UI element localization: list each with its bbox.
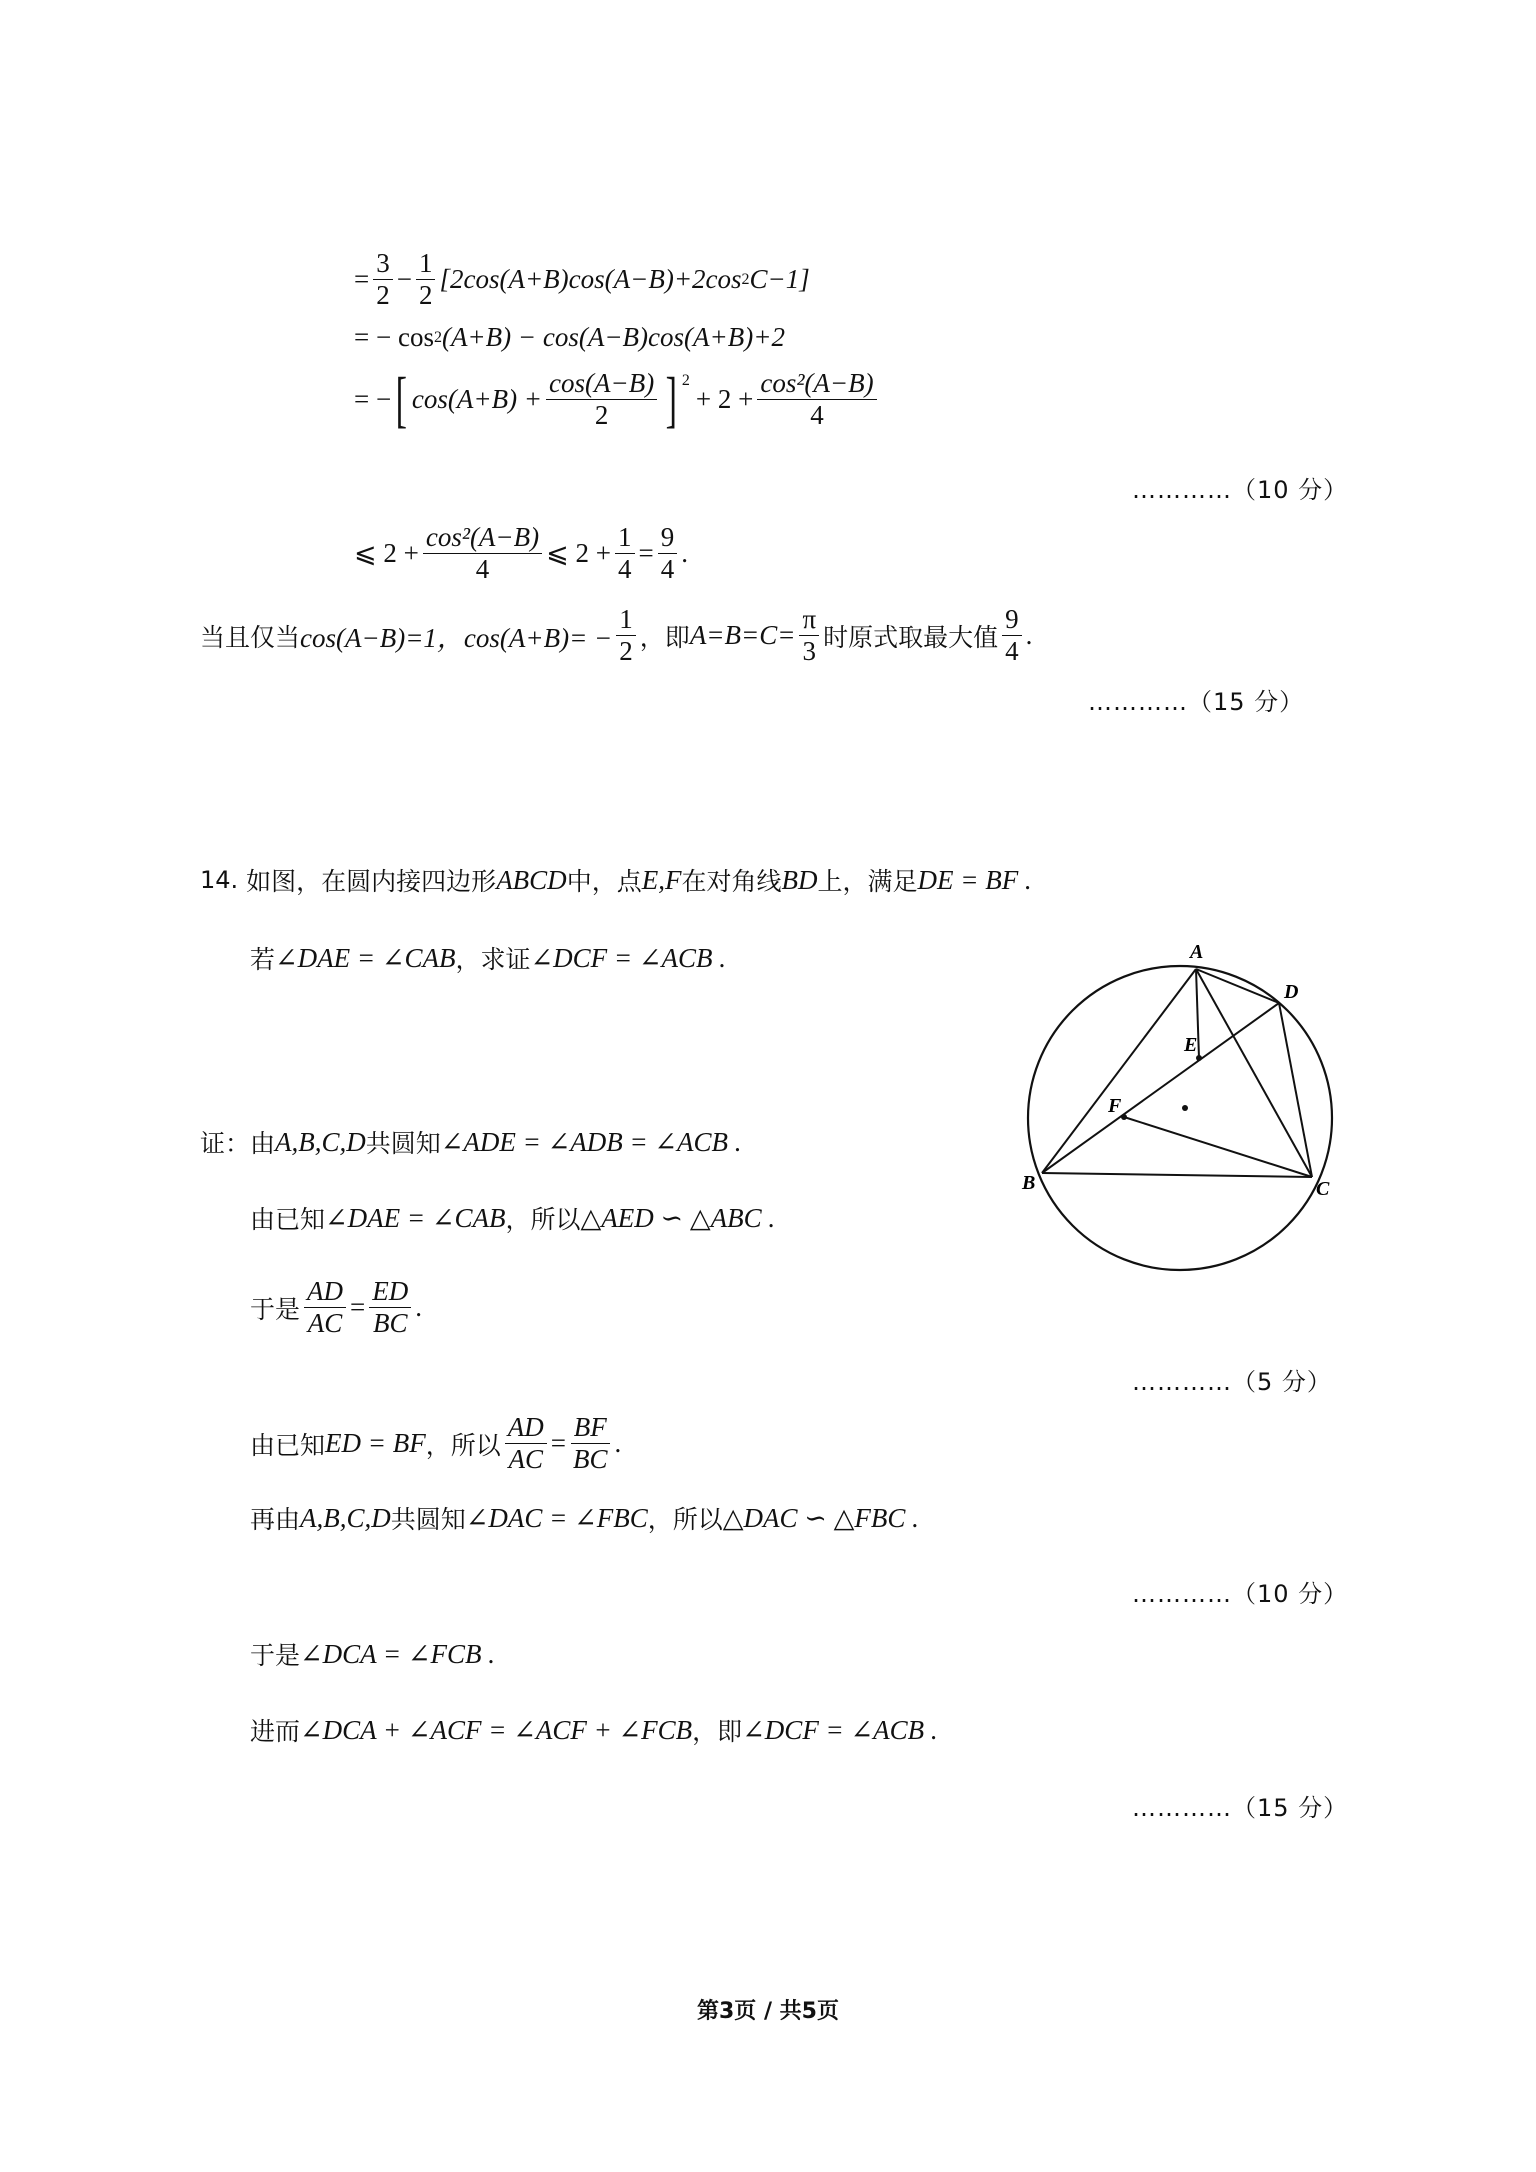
expr: cos(A+B) + bbox=[411, 384, 543, 415]
segment-AB bbox=[1042, 969, 1196, 1173]
fraction: $\frac{\cos(A-B)}{2}$ bbox=[546, 368, 657, 431]
proof-line-2: 由已知 ∠DAE = ∠CAB ，所以 △AED ∽ △ABC . bbox=[250, 1202, 776, 1234]
problem-statement: 14. 如图，在圆内接四边形 ABCD 中，点 E,F 在对角线 BD 上，满足 DE = BF . bbox=[200, 864, 1032, 896]
fraction: $\frac{1}{2}$ bbox=[416, 248, 436, 311]
expr: ⩽ 2 + bbox=[546, 538, 611, 569]
label-B: B bbox=[1022, 1172, 1036, 1194]
label-C: C bbox=[1316, 1178, 1330, 1200]
expr: + 2 + bbox=[695, 384, 754, 415]
text: 当且仅当 bbox=[200, 622, 301, 652]
center-point bbox=[1182, 1105, 1188, 1111]
label-F: F bbox=[1108, 1095, 1122, 1117]
proof-line-4: 由已知 ED = BF ，所以 $\frac{AD}{AC}$ = $\frac{BF}{BC}$ . bbox=[250, 1412, 622, 1475]
label-A: A bbox=[1190, 941, 1204, 963]
fraction: $\frac{AD}{AC}$ bbox=[304, 1276, 346, 1339]
fraction: $\frac{BF}{BC}$ bbox=[570, 1412, 611, 1475]
proof-line-1: 证：由 A,B,C,D 共圆知 ∠ADE = ∠ADB = ∠ACB . bbox=[200, 1126, 742, 1158]
expr: cos(A−B)=1，cos(A+B)= − bbox=[300, 623, 613, 654]
segment-BD bbox=[1042, 1003, 1279, 1173]
score-15: …………（15 分） bbox=[1132, 1794, 1349, 1822]
right-bracket: ] bbox=[665, 365, 678, 434]
label-E: E bbox=[1184, 1034, 1198, 1056]
score-10: …………（10 分） bbox=[1132, 476, 1349, 504]
fraction: $\frac{1}{2}$ bbox=[616, 604, 636, 667]
label-D: D bbox=[1284, 981, 1299, 1003]
point-F bbox=[1121, 1114, 1127, 1120]
eq-line-4: ⩽ 2 + $\frac{\text{cos²(A−B)}}{4}$ ⩽ 2 + $\frac{1}{4}$ = $\frac{9}{4}$ . bbox=[354, 522, 688, 585]
eq-line-3: = − [ cos(A+B) + $\frac{\cos(A-B)}{2}$ ] $^2$ + 2 + $\frac{\text{cos²(A−B)}}{4}$ bbox=[354, 368, 881, 431]
fraction: $\frac{\text{cos²(A−B)}}{4}$ bbox=[757, 368, 876, 431]
expr: = − cos bbox=[354, 322, 434, 352]
eq-line-2: = − cos 2 (A+B) − cos(A−B)cos(A+B)+2 bbox=[354, 322, 785, 352]
circumcircle bbox=[1028, 966, 1332, 1270]
problem-number: 14. bbox=[200, 866, 239, 894]
eq-sign: = bbox=[354, 264, 370, 295]
expr: = − bbox=[354, 384, 392, 415]
fraction: $\frac{9}{4}$ bbox=[1002, 604, 1022, 667]
expr: A=B=C= bbox=[689, 620, 796, 651]
segment-BC bbox=[1042, 1173, 1312, 1177]
text: ，即 bbox=[639, 622, 690, 652]
proof-line-6: 于是 ∠DCA = ∠FCB . bbox=[250, 1638, 495, 1670]
expr: C−1] bbox=[749, 264, 810, 295]
fraction: $\frac{3}{2}$ bbox=[373, 248, 393, 311]
fraction: $\frac{\pi}{3}$ bbox=[799, 604, 819, 667]
expr: ⩽ 2 + bbox=[354, 538, 419, 569]
left-bracket: [ bbox=[395, 365, 408, 434]
eq-line-1: = $\frac{3}{2}$ − $\frac{1}{2}$ [2cos(A+B)cos(A−B)+2cos 2 C−1] bbox=[354, 248, 810, 311]
proof-line-7: 进而 ∠DCA + ∠ACF = ∠ACF + ∠FCB ，即 ∠DCF = ∠ACB . bbox=[250, 1714, 938, 1746]
fraction: $\frac{AD}{AC}$ bbox=[505, 1412, 547, 1475]
score-5: …………（5 分） bbox=[1132, 1368, 1332, 1396]
segment-DC bbox=[1279, 1003, 1312, 1177]
problem-condition: 若 ∠DAE = ∠CAB ，求证 ∠DCF = ∠ACB . bbox=[250, 942, 726, 974]
geometry-figure bbox=[1010, 940, 1350, 1280]
minus-sign: − bbox=[396, 264, 412, 295]
score-15: …………（15 分） bbox=[1088, 688, 1305, 716]
page-footer: 第3页 / 共5页 bbox=[697, 1999, 839, 2024]
proof-line-3: 于是 $\frac{AD}{AC}$ = $\frac{ED}{BC}$ . bbox=[250, 1276, 422, 1339]
expr: (A+B) − cos(A−B)cos(A+B)+2 bbox=[441, 322, 785, 352]
proof-line-5: 再由 A,B,C,D 共圆知 ∠DAC = ∠FBC ，所以 △DAC ∽ △FBC . bbox=[250, 1502, 919, 1534]
expr: [2cos(A+B)cos(A−B)+2cos bbox=[439, 264, 742, 295]
fraction: $\frac{1}{4}$ bbox=[615, 522, 635, 585]
eq-line-5: 当且仅当 cos(A−B)=1，cos(A+B)= − $\frac{1}{2}$ ，即 A=B=C= $\frac{\pi}{3}$ 时原式取最大值 $\frac{9}{4}$ . bbox=[200, 604, 1033, 667]
fraction: $\frac{ED}{BC}$ bbox=[369, 1276, 411, 1339]
eq-sign: = bbox=[638, 538, 654, 569]
text: 时原式取最大值 bbox=[823, 622, 999, 652]
fraction: $\frac{\text{cos²(A−B)}}{4}$ bbox=[423, 522, 542, 585]
segment-AD bbox=[1196, 969, 1279, 1003]
score-10: …………（10 分） bbox=[1132, 1580, 1349, 1608]
fraction: $\frac{9}{4}$ bbox=[658, 522, 678, 585]
